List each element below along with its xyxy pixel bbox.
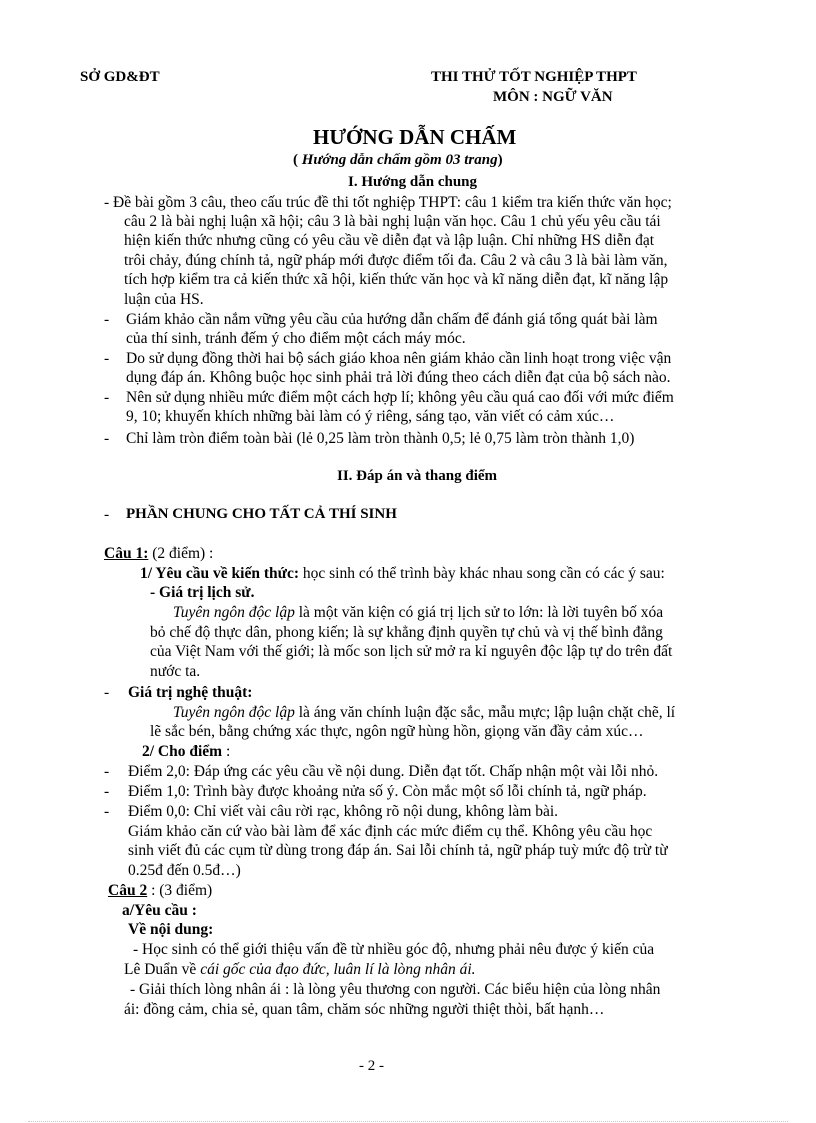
artistic-value-text: là áng văn chính luận đặc sắc, mẫu mực; lập luận chặt chẽ, lí xyxy=(294,704,676,721)
common-part-heading: PHẦN CHUNG CHO TẤT CẢ THÍ SINH xyxy=(126,506,397,522)
scoring-heading xyxy=(142,742,230,762)
page-bottom-divider xyxy=(28,1121,788,1122)
question-2-points: : (3 điểm) xyxy=(147,882,213,899)
question-2-line-1: - Học sinh có thể giới thiệu vấn đề từ nhiều góc độ, nhưng phải nêu được ý kiến của xyxy=(133,941,655,958)
scoring-note-line-3: 0.25đ đến 0.5đ…) xyxy=(128,862,241,879)
question-2-line-4: ái: đồng cảm, chia sẻ, quan tâm, chăm sóc những người thiệt thòi, bất hạnh… xyxy=(124,1001,605,1018)
general-item-2-line-1: Giám khảo cần nắm vững yêu cầu của hướng dẫn chấm để đánh giá tổng quát bài làm xyxy=(126,311,658,328)
page-title: HƯỚNG DẪN CHẤM xyxy=(313,125,517,149)
page-number: - 2 - xyxy=(359,1058,384,1074)
bullet-dash: - xyxy=(104,430,110,447)
subtitle-open: ( xyxy=(293,152,302,168)
general-item-4-line-2: 9, 10; khuyến khích những bài làm có ý riêng, sáng tạo, văn viết có cảm xúc… xyxy=(126,408,615,425)
question-2-line-2 xyxy=(124,960,476,980)
general-item-1-line-3: hiện kiến thức nhưng cũng có yêu cầu về diễn đạt và lập luận. Chỉ những HS diễn đạt xyxy=(124,232,655,249)
section-1-heading: I. Hướng dẫn chung xyxy=(348,174,478,190)
historical-value-line-3: của Việt Nam với thế giới; là mốc son lịch sử mở ra kỉ nguyên độc lập tự do trên đất xyxy=(150,643,673,660)
scoring-note-line-1: Giám khảo căn cứ vào bài làm để xác định các mức điểm cụ thể. Không yêu cầu học xyxy=(128,823,653,840)
knowledge-requirement xyxy=(140,564,665,584)
exam-title: THI THỬ TỐT NGHIỆP THPT xyxy=(431,69,637,85)
subtitle-text: Hướng dẫn chấm gồm 03 trang xyxy=(301,152,498,168)
general-item-1-line-2: câu 2 là bài nghị luận xã hội; câu 3 là bài nghị luận văn học. Câu 1 chủ yếu yêu cầu tái xyxy=(124,213,661,230)
historical-value-text: là một văn kiện có giá trị lịch sử to lớn: là lời tuyên bố xóa xyxy=(294,604,664,621)
general-item-3-line-1: Do sử dụng đồng thời hai bộ sách giáo khoa nên giám khảo cần linh hoạt trong việc vận xyxy=(126,350,672,367)
general-item-4-line-1: Nên sử dụng nhiều mức điểm một cách hợp lí; không yêu cầu quá cao đối với mức điểm xyxy=(126,389,674,406)
general-item-2-line-2: của thí sinh, tránh đếm ý cho điểm một cách máy móc. xyxy=(126,330,466,347)
bullet-dash: - xyxy=(104,684,110,701)
requirements-heading: a/Yêu cầu : xyxy=(122,902,197,919)
historical-value-line-1 xyxy=(173,603,663,623)
historical-value-label: - Giá trị lịch sử. xyxy=(150,584,255,601)
scoring-label: 2/ Cho điểm xyxy=(142,743,223,760)
subject-label: MÔN : NGỮ VĂN xyxy=(493,89,613,105)
score-item-3: Điểm 0,0: Chỉ viết vài câu rời rạc, không rõ nội dung, không làm bài. xyxy=(128,803,559,820)
knowledge-requirement-text: học sinh có thể trình bày khác nhau song cần có các ý sau: xyxy=(298,565,665,582)
content-heading: Về nội dung: xyxy=(128,921,214,938)
scoring-note-line-2: sinh viết đủ các cụm từ dùng trong đáp án. Sai lỗi chính tả, ngữ pháp tuỳ mức độ trừ từ xyxy=(128,842,668,859)
bullet-dash: - xyxy=(104,803,110,820)
bullet-dash: - xyxy=(104,350,110,367)
historical-value-line-4: nước ta. xyxy=(150,663,201,680)
scoring-colon: : xyxy=(222,743,231,760)
general-item-3-line-2: dụng đáp án. Không buộc học sinh phải trả lời đúng theo cách diễn đạt của bộ sách nào. xyxy=(126,369,671,386)
general-item-5: Chỉ làm tròn điểm toàn bài (lẻ 0,25 làm tròn thành 0,5; lẻ 0,75 làm tròn thành 1,0) xyxy=(126,430,635,447)
knowledge-requirement-label: 1/ Yêu cầu về kiến thức: xyxy=(140,565,299,582)
score-item-1: Điểm 2,0: Đáp ứng các yêu cầu về nội dung. Diễn đạt tốt. Chấp nhận một vài lỗi nhỏ. xyxy=(128,763,659,780)
question-2-line-3: - Giải thích lòng nhân ái : là lòng yêu thương con người. Các biểu hiện của lòng nhân xyxy=(130,981,661,998)
declaration-title: Tuyên ngôn độc lập xyxy=(173,604,295,621)
question-1-label: Câu 1: xyxy=(104,545,149,562)
general-item-1-line-4: trôi chảy, đúng chính tả, ngữ pháp mới được điểm tối đa. Câu 2 và câu 3 là bài làm văn, xyxy=(124,252,668,269)
artistic-value-line-1 xyxy=(173,703,675,723)
department-label: SỞ GD&ĐT xyxy=(80,69,160,85)
bullet-dash: - xyxy=(104,783,110,800)
bullet-dash: - xyxy=(104,311,110,328)
bullet-dash: - xyxy=(104,506,110,523)
question-2-line-2-text: Lê Duẩn về xyxy=(124,961,201,978)
general-item-1-line-1: - Đề bài gồm 3 câu, theo cấu trúc đề thi tốt nghiệp THPT: câu 1 kiểm tra kiến thức văn học; xyxy=(104,194,672,211)
question-1-points: (2 điểm) : xyxy=(148,545,214,562)
question-1-heading xyxy=(104,544,213,564)
score-item-2: Điểm 1,0: Trình bày được khoảng nửa số ý. Còn mắc một số lỗi chính tả, ngữ pháp. xyxy=(128,783,647,800)
question-2-label: Câu 2 xyxy=(108,882,148,899)
question-2-heading xyxy=(108,881,212,901)
le-duan-quote: cái gốc của đạo đức, luân lí là lòng nhân ái. xyxy=(200,961,476,978)
declaration-title: Tuyên ngôn độc lập xyxy=(173,704,295,721)
historical-value-line-2: bỏ chế độ thực dân, phong kiến; là sự khẳng định quyền tự chủ và vị thế bình đẳng xyxy=(150,624,663,641)
general-item-1-line-5: tích hợp kiểm tra cả kiến thức xã hội, kiến thức văn học và kĩ năng diễn đạt, kĩ năng lập xyxy=(124,271,669,288)
artistic-value-label: Giá trị nghệ thuật: xyxy=(128,684,253,701)
section-2-heading: II. Đáp án và thang điểm xyxy=(337,468,498,484)
bullet-dash: - xyxy=(104,389,110,406)
bullet-dash: - xyxy=(104,763,110,780)
general-item-1-line-6: luận của HS. xyxy=(124,291,204,308)
subtitle-close: ) xyxy=(497,152,503,168)
artistic-value-line-2: lẽ sắc bén, bằng chứng xác thực, ngôn ngữ hùng hồn, giọng văn đầy cảm xúc… xyxy=(150,723,644,740)
page-subtitle xyxy=(293,151,503,171)
